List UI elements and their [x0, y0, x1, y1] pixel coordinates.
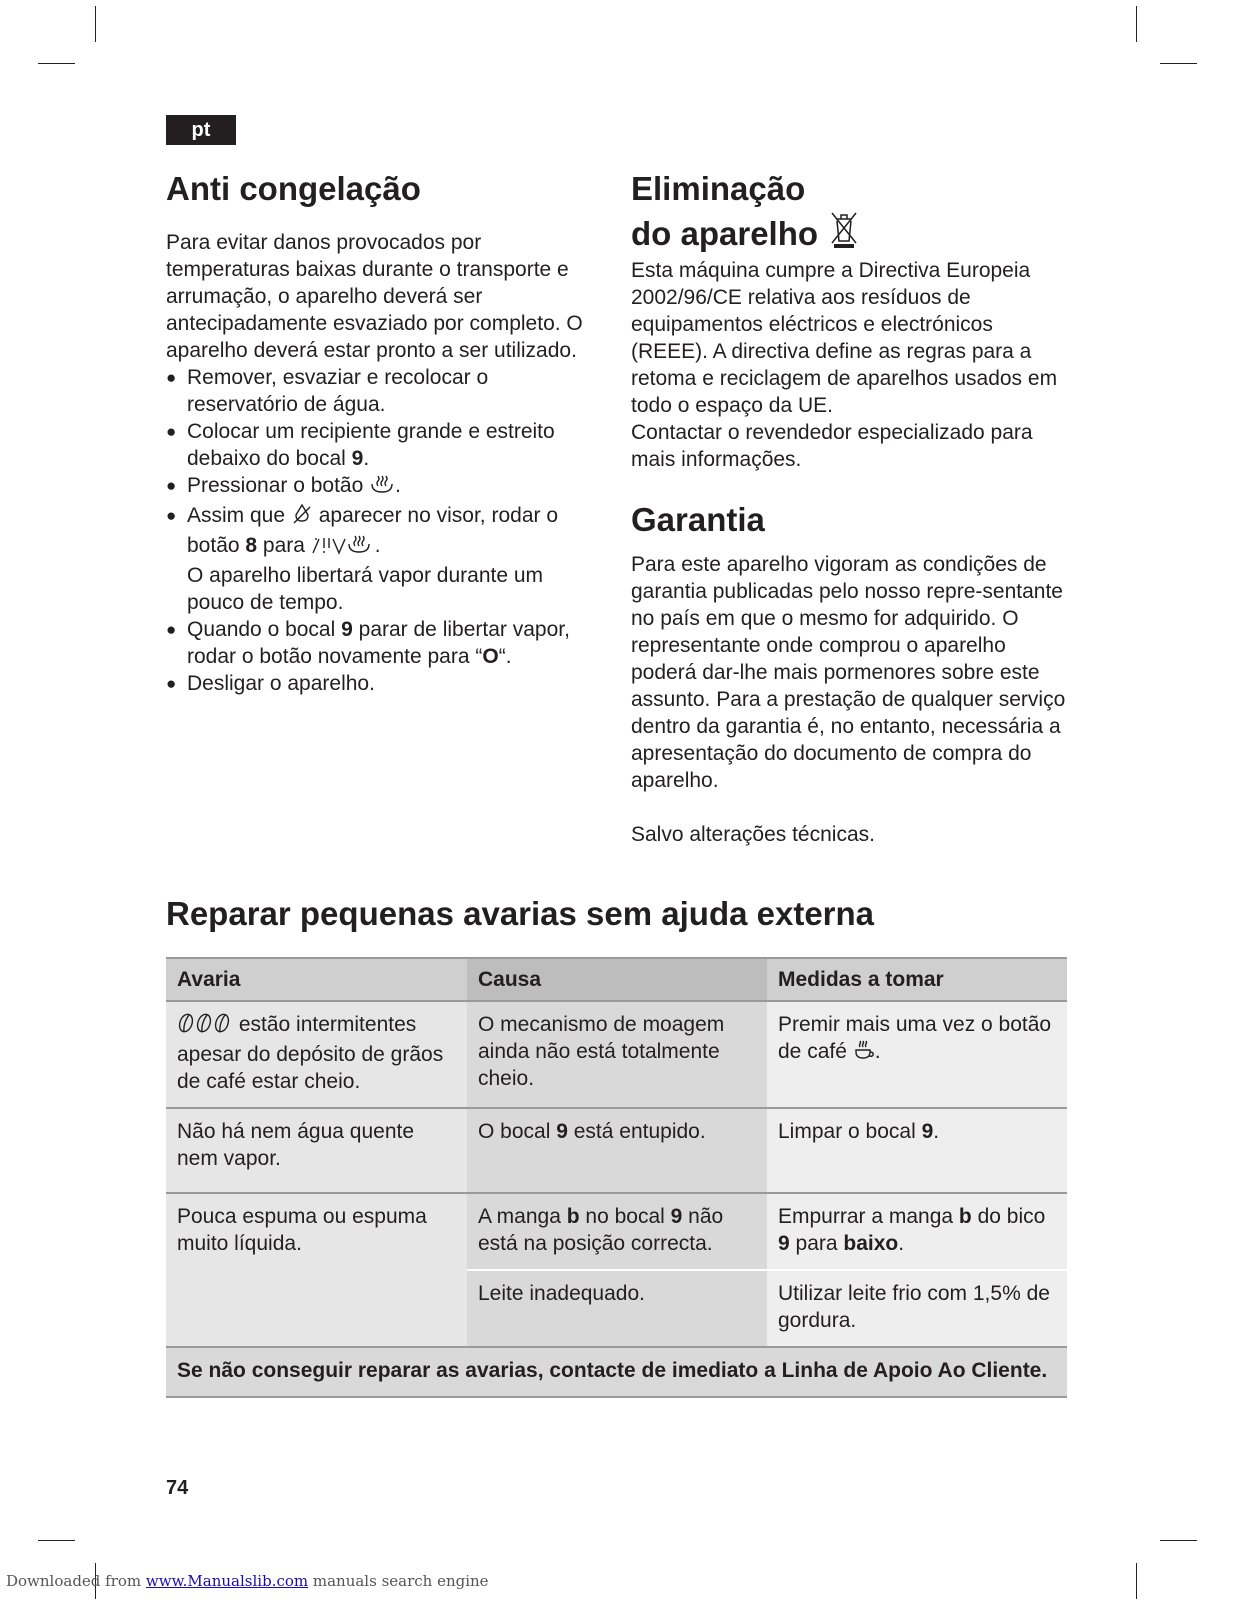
steam-icon [369, 475, 395, 502]
disposal-section [631, 168, 1071, 848]
table-row [166, 1193, 1067, 1270]
anti-freeze-steps [166, 364, 596, 697]
crop-mark [1160, 63, 1197, 64]
disposal-text: Esta máquina cumpre a Directiva Europeia 2002/96/CE relativa aos resíduos de equipamentos eléctricos e electrónicos (REEE). A directiva define as regras para a retoma e reciclagem de aparelhos usados em todo o espaço da UE. [631, 259, 1058, 417]
warranty-text: Para este aparelho vigoram as condições de garantia publicadas pelo nosso repre-sentante no país em que o mesmo for adquirido. O representante onde comprou o aparelho poderá dar-lhe mais pormenores sobre este assunto. Para a prestação de qualquer serviço dentro da garantia é, no entanto, necessária a apresentação do documento de compra do aparelho. [631, 553, 1066, 792]
disposal-title: Eliminação do aparelho [631, 168, 1071, 258]
fault-cell: Não há nem água quente nem vapor. [166, 1108, 467, 1193]
table-header-row [166, 958, 1067, 1001]
anti-freeze-section [166, 168, 596, 697]
step-item: ● Colocar um recipiente grande e estreito debaixo do bocal 9. [166, 418, 596, 472]
language-tag: pt [166, 115, 236, 145]
anti-freeze-intro: Para evitar danos provocados por temperaturas baixas durante o transporte e arrumação, o aparelho deverá ser antecipadamente esvaziado por completo. O aparelho deverá estar pronto a ser utilizado. [166, 231, 583, 362]
coffee-cup-icon [853, 1039, 875, 1068]
crop-mark [38, 1540, 75, 1541]
technical-changes-note: Salvo alterações técnicas. [631, 823, 875, 846]
disposal-contact: Contactar o revendedor especializado para mais informações. [631, 421, 1033, 471]
crop-mark [38, 63, 75, 64]
column-header: Avaria [166, 958, 467, 1001]
table-footer-row [166, 1347, 1067, 1397]
crop-mark [1136, 6, 1137, 42]
cause-cell: Leite inadequado. [467, 1270, 767, 1347]
troubleshooting-table [166, 957, 1067, 1398]
table-row [166, 1108, 1067, 1193]
crossed-bin-icon [827, 209, 861, 258]
manualslib-link[interactable]: www.Manualslib.com [145, 1572, 309, 1590]
cause-cell: O bocal 9 está entupido. [467, 1108, 767, 1193]
step-item: ● Quando o bocal 9 parar de libertar vapor, rodar o botão novamente para “O“. [166, 616, 596, 670]
cause-cell: A manga b no bocal 9 não está na posição correcta. [467, 1193, 767, 1270]
action-cell: Empurrar a manga b do bico 9 para baixo. [767, 1193, 1067, 1270]
crop-mark [1136, 1563, 1137, 1599]
warranty-title: Garantia [631, 501, 765, 538]
dial-symbols-icon [311, 535, 375, 562]
fault-cell: estão intermitentes apesar do depósito de grãos de café estar cheio. [166, 1001, 467, 1108]
step-item: ● Desligar o aparelho. [166, 670, 596, 697]
crop-mark [1160, 1540, 1197, 1541]
page-number: 74 [166, 1477, 189, 1499]
action-cell: Premir mais uma vez o botão de café . [767, 1001, 1067, 1108]
action-cell: Utilizar leite frio com 1,5% de gordura. [767, 1270, 1067, 1347]
column-header: Causa [467, 958, 767, 1001]
step-item: ● Pressionar o botão . [166, 472, 596, 502]
descale-icon [291, 503, 313, 532]
fault-cell: Pouca espuma ou espuma muito líquida. [166, 1193, 467, 1347]
column-header: Medidas a tomar [767, 958, 1067, 1001]
step-item: ● Assim que aparecer no visor, rodar o botão 8 para . O aparelho libertará vapor durante um pouco de tempo. [166, 502, 596, 616]
coffee-bean-icons [177, 1012, 233, 1041]
support-note: Se não conseguir reparar as avarias, contacte de imediato a Linha de Apoio Ao Cliente. [166, 1347, 1067, 1397]
crop-mark [95, 6, 96, 42]
table-row [166, 1001, 1067, 1108]
action-cell: Limpar o bocal 9. [767, 1108, 1067, 1193]
anti-freeze-title: Anti congelação [166, 170, 421, 207]
cause-cell: O mecanismo de moagem ainda não está totalmente cheio. [467, 1001, 767, 1108]
troubleshooting-title: Reparar pequenas avarias sem ajuda externa [166, 895, 875, 932]
step-item: ● Remover, esvaziar e recolocar o reservatório de água. [166, 364, 596, 418]
download-note: Downloaded from www.Manualslib.com manuals search engine [6, 1572, 489, 1590]
